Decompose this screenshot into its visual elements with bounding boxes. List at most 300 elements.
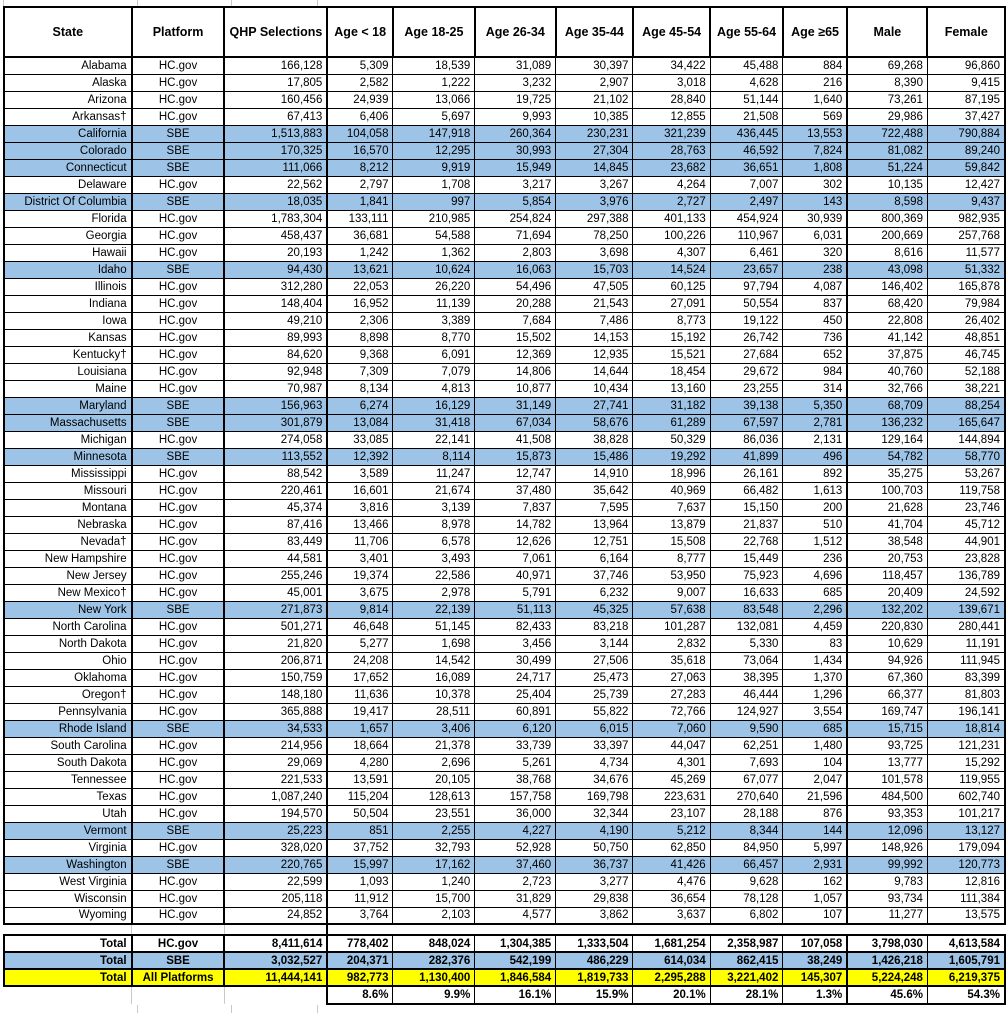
platform-cell: HC.gov [132,890,225,907]
value-cell: 67,413 [224,108,327,125]
platform-cell: HC.gov [132,584,225,601]
value-cell: 3,277 [556,873,633,890]
value-cell: 8,390 [847,74,927,91]
value-cell: 119,758 [927,482,1005,499]
value-cell: 602,740 [927,788,1005,805]
value-cell: 31,149 [475,397,556,414]
value-cell: 7,007 [710,176,783,193]
value-cell: 20,753 [847,550,927,567]
state-cell: Wisconsin [4,890,132,907]
value-cell: 9,437 [927,193,1005,210]
value-cell: 136,232 [847,414,927,431]
value-cell: 78,128 [710,890,783,907]
value-cell: 111,066 [224,159,327,176]
value-cell: 496 [783,448,847,465]
value-cell: 1,087,240 [224,788,327,805]
table-row [4,227,1005,244]
value-cell: 97,794 [710,278,783,295]
value-cell: 51,224 [847,159,927,176]
value-cell: 50,750 [556,839,633,856]
value-cell: 238 [783,261,847,278]
total-label-cell: Total [4,969,132,986]
value-cell: 60,125 [633,278,710,295]
value-cell: 16,952 [327,295,393,312]
value-cell: 119,955 [927,771,1005,788]
table-row [4,890,1005,907]
value-cell: 43,098 [847,261,927,278]
value-cell: 46,648 [327,618,393,635]
column-header-age-55-64: Age 55-64 [710,7,783,57]
platform-cell: HC.gov [132,635,225,652]
value-cell: 170,325 [224,142,327,159]
value-cell: 41,704 [847,516,927,533]
value-cell: 4,813 [393,380,475,397]
column-header-age-18-25: Age 18-25 [393,7,475,57]
platform-cell: SBE [132,193,225,210]
value-cell: 3,144 [556,635,633,652]
value-cell: 83,449 [224,533,327,550]
table-row [4,754,1005,771]
value-cell: 13,575 [927,907,1005,924]
value-cell: 79,984 [927,295,1005,312]
value-cell: 14,782 [475,516,556,533]
table-row [4,380,1005,397]
value-cell: 27,741 [556,397,633,414]
table-row [4,669,1005,686]
value-cell: 13,621 [327,261,393,278]
value-cell: 13,591 [327,771,393,788]
table-row [4,312,1005,329]
total-value-cell: 6,219,375 [927,969,1005,986]
table-row [4,431,1005,448]
value-cell: 1,057 [783,890,847,907]
table-row [4,873,1005,890]
value-cell: 1,640 [783,91,847,108]
value-cell: 5,330 [710,635,783,652]
value-cell: 51,113 [475,601,556,618]
spacer-cell [556,924,633,935]
value-cell: 21,820 [224,635,327,652]
value-cell: 165,647 [927,414,1005,431]
state-cell: Arkansas† [4,108,132,125]
value-cell: 23,255 [710,380,783,397]
value-cell: 44,581 [224,550,327,567]
value-cell: 46,444 [710,686,783,703]
value-cell: 11,636 [327,686,393,703]
state-cell: Oregon† [4,686,132,703]
value-cell: 1,657 [327,720,393,737]
value-cell: 15,703 [556,261,633,278]
value-cell: 157,758 [475,788,556,805]
value-cell: 302 [783,176,847,193]
table-row [4,839,1005,856]
total-value-cell: 486,229 [556,952,633,969]
value-cell: 10,629 [847,635,927,652]
platform-cell: HC.gov [132,907,225,924]
value-cell: 10,624 [393,261,475,278]
value-cell: 6,015 [556,720,633,737]
value-cell: 15,949 [475,159,556,176]
state-cell: South Carolina [4,737,132,754]
value-cell: 169,798 [556,788,633,805]
value-cell: 41,508 [475,431,556,448]
percent-row [4,986,1005,1004]
value-cell: 148,926 [847,839,927,856]
total-value-cell: 614,034 [633,952,710,969]
table-row [4,822,1005,839]
table-row [4,567,1005,584]
state-cell: Ohio [4,652,132,669]
value-cell: 7,684 [475,312,556,329]
value-cell: 9,415 [927,74,1005,91]
table-row [4,363,1005,380]
value-cell: 216 [783,74,847,91]
value-cell: 1,613 [783,482,847,499]
total-value-cell: 1,819,733 [556,969,633,986]
value-cell: 38,548 [847,533,927,550]
value-cell: 27,063 [633,669,710,686]
table-row [4,482,1005,499]
platform-cell: HC.gov [132,805,225,822]
state-cell: Kentucky† [4,346,132,363]
value-cell: 31,829 [475,890,556,907]
value-cell: 2,781 [783,414,847,431]
value-cell: 5,212 [633,822,710,839]
total-value-cell: 282,376 [393,952,475,969]
table-row [4,210,1005,227]
value-cell: 8,212 [327,159,393,176]
platform-cell: SBE [132,822,225,839]
value-cell: 53,267 [927,465,1005,482]
table-row [4,414,1005,431]
value-cell: 23,657 [710,261,783,278]
value-cell: 34,422 [633,57,710,74]
platform-cell: HC.gov [132,74,225,91]
value-cell: 14,542 [393,652,475,669]
value-cell: 11,247 [393,465,475,482]
value-cell: 13,127 [927,822,1005,839]
value-cell: 99,992 [847,856,927,873]
value-cell: 2,797 [327,176,393,193]
value-cell: 66,482 [710,482,783,499]
value-cell: 5,791 [475,584,556,601]
value-cell: 2,907 [556,74,633,91]
value-cell: 652 [783,346,847,363]
value-cell: 22,586 [393,567,475,584]
platform-cell: HC.gov [132,278,225,295]
total-platform-cell: All Platforms [132,969,225,986]
value-cell: 32,766 [847,380,927,397]
value-cell: 200 [783,499,847,516]
platform-cell: SBE [132,125,225,142]
value-cell: 8,344 [710,822,783,839]
state-cell: California [4,125,132,142]
value-cell: 4,280 [327,754,393,771]
value-cell: 36,000 [475,805,556,822]
value-cell: 4,087 [783,278,847,295]
value-cell: 4,459 [783,618,847,635]
value-cell: 736 [783,329,847,346]
value-cell: 27,304 [556,142,633,159]
value-cell: 2,296 [783,601,847,618]
value-cell: 851 [327,822,393,839]
value-cell: 3,764 [327,907,393,924]
value-cell: 87,195 [927,91,1005,108]
spacer-cell [393,924,475,935]
value-cell: 15,502 [475,329,556,346]
value-cell: 93,734 [847,890,927,907]
state-cell: Rhode Island [4,720,132,737]
value-cell: 4,628 [710,74,783,91]
value-cell: 4,264 [633,176,710,193]
value-cell: 19,374 [327,567,393,584]
value-cell: 78,250 [556,227,633,244]
value-cell: 37,480 [475,482,556,499]
value-cell: 24,852 [224,907,327,924]
platform-cell: HC.gov [132,533,225,550]
value-cell: 18,539 [393,57,475,74]
value-cell: 67,597 [710,414,783,431]
value-cell: 458,437 [224,227,327,244]
value-cell: 30,397 [556,57,633,74]
value-cell: 88,542 [224,465,327,482]
total-value-cell: 1,681,254 [633,935,710,952]
value-cell: 1,512 [783,533,847,550]
value-cell: 25,223 [224,822,327,839]
state-cell: Missouri [4,482,132,499]
state-cell: Louisiana [4,363,132,380]
value-cell: 3,589 [327,465,393,482]
state-cell: Illinois [4,278,132,295]
value-cell: 214,956 [224,737,327,754]
value-cell: 685 [783,584,847,601]
value-cell: 104,058 [327,125,393,142]
value-cell: 11,706 [327,533,393,550]
value-cell: 51,144 [710,91,783,108]
value-cell: 120,773 [927,856,1005,873]
table-row [4,176,1005,193]
value-cell: 37,746 [556,567,633,584]
value-cell: 89,240 [927,142,1005,159]
value-cell: 6,406 [327,108,393,125]
platform-cell: HC.gov [132,329,225,346]
value-cell: 19,725 [475,91,556,108]
platform-cell: HC.gov [132,244,225,261]
state-cell: Michigan [4,431,132,448]
value-cell: 53,950 [633,567,710,584]
value-cell: 3,698 [556,244,633,261]
value-cell: 2,103 [393,907,475,924]
value-cell: 15,150 [710,499,783,516]
value-cell: 2,306 [327,312,393,329]
column-header-qhp-selections: QHP Selections [224,7,327,57]
value-cell: 47,505 [556,278,633,295]
state-cell: Montana [4,499,132,516]
value-cell: 11,191 [927,635,1005,652]
value-cell: 270,640 [710,788,783,805]
value-cell: 16,129 [393,397,475,414]
value-cell: 454,924 [710,210,783,227]
value-cell: 22,562 [224,176,327,193]
value-cell: 484,500 [847,788,927,805]
value-cell: 280,441 [927,618,1005,635]
value-cell: 156,963 [224,397,327,414]
table-row [4,533,1005,550]
state-cell: Florida [4,210,132,227]
value-cell: 27,506 [556,652,633,669]
value-cell: 67,360 [847,669,927,686]
state-cell: North Dakota [4,635,132,652]
value-cell: 111,945 [927,652,1005,669]
value-cell: 15,449 [710,550,783,567]
value-cell: 22,768 [710,533,783,550]
value-cell: 9,007 [633,584,710,601]
value-cell: 3,976 [556,193,633,210]
value-cell: 8,978 [393,516,475,533]
column-header-male: Male [847,7,927,57]
value-cell: 4,476 [633,873,710,890]
table-row [4,159,1005,176]
column-header-age-65: Age ≥65 [783,7,847,57]
value-cell: 25,404 [475,686,556,703]
value-cell: 2,582 [327,74,393,91]
value-cell: 24,939 [327,91,393,108]
value-cell: 21,543 [556,295,633,312]
table-row [4,788,1005,805]
value-cell: 12,751 [556,533,633,550]
value-cell: 66,457 [710,856,783,873]
state-cell: Massachusetts [4,414,132,431]
value-cell: 12,096 [847,822,927,839]
value-cell: 27,091 [633,295,710,312]
value-cell: 13,066 [393,91,475,108]
table-row [4,278,1005,295]
value-cell: 148,404 [224,295,327,312]
value-cell: 255,246 [224,567,327,584]
value-cell: 81,803 [927,686,1005,703]
value-cell: 16,570 [327,142,393,159]
value-cell: 210,985 [393,210,475,227]
total-value-cell: 3,221,402 [710,969,783,986]
value-cell: 45,712 [927,516,1005,533]
value-cell: 45,269 [633,771,710,788]
value-cell: 92,948 [224,363,327,380]
value-cell: 18,035 [224,193,327,210]
platform-cell: HC.gov [132,108,225,125]
platform-cell: HC.gov [132,516,225,533]
platform-cell: SBE [132,397,225,414]
value-cell: 83,399 [927,669,1005,686]
value-cell: 29,838 [556,890,633,907]
value-cell: 93,725 [847,737,927,754]
value-cell: 2,832 [633,635,710,652]
value-cell: 20,193 [224,244,327,261]
state-cell: Kansas [4,329,132,346]
value-cell: 3,139 [393,499,475,516]
value-cell: 101,578 [847,771,927,788]
value-cell: 52,928 [475,839,556,856]
value-cell: 24,208 [327,652,393,669]
value-cell: 8,773 [633,312,710,329]
table-row [4,635,1005,652]
value-cell: 3,401 [327,550,393,567]
total-row-all-platforms [4,969,1005,986]
value-cell: 139,671 [927,601,1005,618]
value-cell: 150,759 [224,669,327,686]
value-cell: 45,374 [224,499,327,516]
value-cell: 55,822 [556,703,633,720]
value-cell: 24,592 [927,584,1005,601]
total-value-cell: 848,024 [393,935,475,952]
percent-empty-cell [4,986,132,1004]
value-cell: 132,081 [710,618,783,635]
platform-cell: HC.gov [132,380,225,397]
table-row [4,465,1005,482]
total-value-cell: 1,130,400 [393,969,475,986]
value-cell: 100,703 [847,482,927,499]
value-cell: 8,898 [327,329,393,346]
table-row [4,295,1005,312]
value-cell: 69,268 [847,57,927,74]
value-cell: 18,454 [633,363,710,380]
value-cell: 59,842 [927,159,1005,176]
platform-cell: SBE [132,601,225,618]
platform-cell: HC.gov [132,567,225,584]
value-cell: 6,232 [556,584,633,601]
value-cell: 12,747 [475,465,556,482]
spacer-cell [132,924,225,935]
value-cell: 39,138 [710,397,783,414]
value-cell: 35,275 [847,465,927,482]
value-cell: 7,060 [633,720,710,737]
value-cell: 29,986 [847,108,927,125]
value-cell: 2,803 [475,244,556,261]
value-cell: 501,271 [224,618,327,635]
state-cell: Idaho [4,261,132,278]
value-cell: 37,427 [927,108,1005,125]
value-cell: 60,891 [475,703,556,720]
platform-cell: HC.gov [132,737,225,754]
value-cell: 26,161 [710,465,783,482]
value-cell: 118,457 [847,567,927,584]
value-cell: 9,368 [327,346,393,363]
value-cell: 21,674 [393,482,475,499]
spacer-cell [927,924,1005,935]
value-cell: 13,160 [633,380,710,397]
platform-cell: HC.gov [132,227,225,244]
state-cell: Indiana [4,295,132,312]
value-cell: 54,588 [393,227,475,244]
total-value-cell: 5,224,248 [847,969,927,986]
value-cell: 876 [783,805,847,822]
value-cell: 3,267 [556,176,633,193]
column-header-female: Female [927,7,1005,57]
value-cell: 22,599 [224,873,327,890]
value-cell: 34,676 [556,771,633,788]
value-cell: 15,508 [633,533,710,550]
value-cell: 113,552 [224,448,327,465]
table-row [4,329,1005,346]
value-cell: 9,814 [327,601,393,618]
value-cell: 30,993 [475,142,556,159]
value-cell: 11,577 [927,244,1005,261]
value-cell: 221,533 [224,771,327,788]
value-cell: 7,309 [327,363,393,380]
value-cell: 297,388 [556,210,633,227]
value-cell: 58,770 [927,448,1005,465]
value-cell: 70,987 [224,380,327,397]
value-cell: 14,910 [556,465,633,482]
